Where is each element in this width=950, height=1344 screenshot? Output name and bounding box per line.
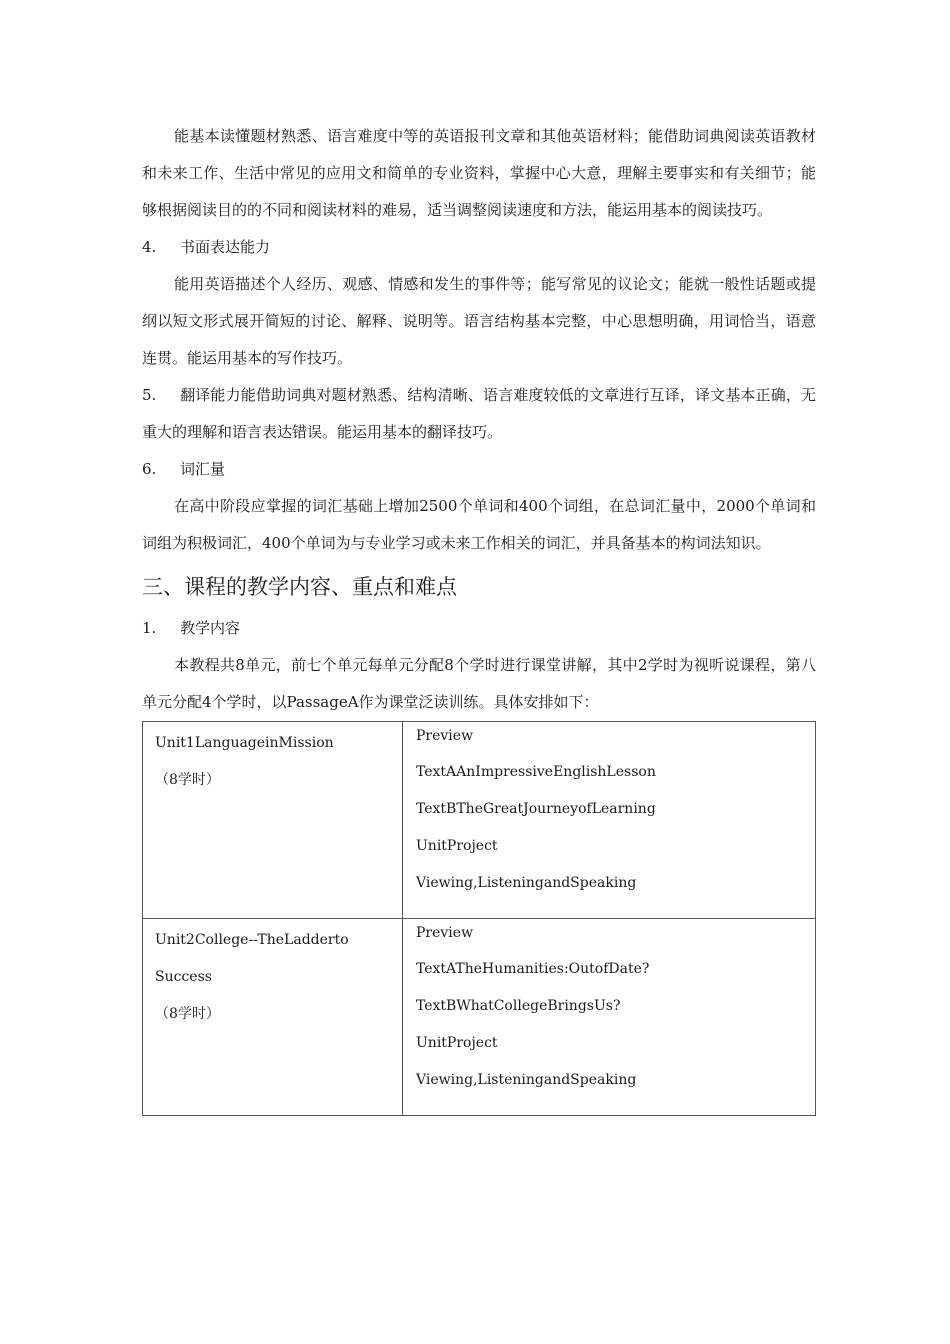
table-row <box>143 722 816 919</box>
unit-title: Unit2College--TheLadderto <box>155 932 349 948</box>
section-heading: 三、课程的教学内容、重点和难点 <box>142 575 457 599</box>
list-item-teaching-content <box>142 610 816 647</box>
intro-paragraph: 本教程共8单元，前七个单元每单元分配8个学时进行课堂讲解，其中2学时为视听说课程，第八单元分配4个学时，以PassageA作为课堂泛读训练。具体安排如下： <box>142 656 816 711</box>
unit-cell <box>143 722 403 919</box>
content-line: Preview <box>416 728 474 744</box>
item-title: 词汇量 <box>180 460 226 478</box>
content-line: UnitProject <box>416 838 498 854</box>
item-number: 1. <box>142 619 157 637</box>
unit-title: Unit1LanguageinMission <box>155 735 334 751</box>
item-number: 4. <box>142 238 157 256</box>
content-cell <box>403 919 816 1116</box>
unit-title-cont: Success <box>155 969 212 985</box>
content-line: Viewing,ListeningandSpeaking <box>416 875 637 891</box>
unit-hours: （8学时） <box>155 1006 220 1022</box>
unit-cell <box>143 919 403 1116</box>
writing-paragraph: 能用英语描述个人经历、观感、情感和发生的事件等；能写常见的议论文；能就一般性话题或提纲以短文形式展开简短的讨论、解释、说明等。语言结构基本完整，中心思想明确，用词恰当，语意连贯。能运用基本的写作技巧。 <box>142 275 816 367</box>
list-item-writing <box>142 229 816 266</box>
item-number: 5. <box>142 386 157 404</box>
vocabulary-paragraph: 在高中阶段应掌握的词汇基础上增加2500个单词和400个词组，在总词汇量中，2000个单词和词组为积极词汇，400个单词为与专业学习或未来工作相关的词汇，并具备基本的构词法知识。 <box>142 497 816 552</box>
schedule-table <box>142 721 816 1116</box>
content-line: TextATheHumanities:OutofDate? <box>416 961 650 977</box>
table-row <box>143 919 816 1116</box>
content-line: Viewing,ListeningandSpeaking <box>416 1072 637 1088</box>
item-number: 6. <box>142 460 157 478</box>
list-item-translation <box>142 377 816 451</box>
content-line: UnitProject <box>416 1035 498 1051</box>
content-cell <box>403 722 816 919</box>
content-line: TextBTheGreatJourneyofLearning <box>416 801 656 817</box>
item-title: 书面表达能力 <box>180 238 271 256</box>
unit-hours: （8学时） <box>155 772 220 788</box>
list-item-vocabulary <box>142 451 816 488</box>
content-line: TextBWhatCollegeBringsUs? <box>416 998 621 1014</box>
content-line: TextAAnImpressiveEnglishLesson <box>416 764 656 780</box>
reading-paragraph: 能基本读懂题材熟悉、语言难度中等的英语报刊文章和其他英语材料；能借助词典阅读英语教材和未来工作、生活中常见的应用文和简单的专业资料，掌握中心大意，理解主要事实和有关细节；能够根据阅读目的的不同和阅读材料的难易，适当调整阅读速度和方法，能运用基本的阅读技巧。 <box>142 127 816 219</box>
document-page <box>142 118 816 1116</box>
content-line: Preview <box>416 925 474 941</box>
item-text: 翻译能力能借助词典对题材熟悉、结构清晰、语言难度较低的文章进行互译，译文基本正确，无重大的理解和语言表达错误。能运用基本的翻译技巧。 <box>142 386 816 441</box>
item-title: 教学内容 <box>180 619 241 637</box>
